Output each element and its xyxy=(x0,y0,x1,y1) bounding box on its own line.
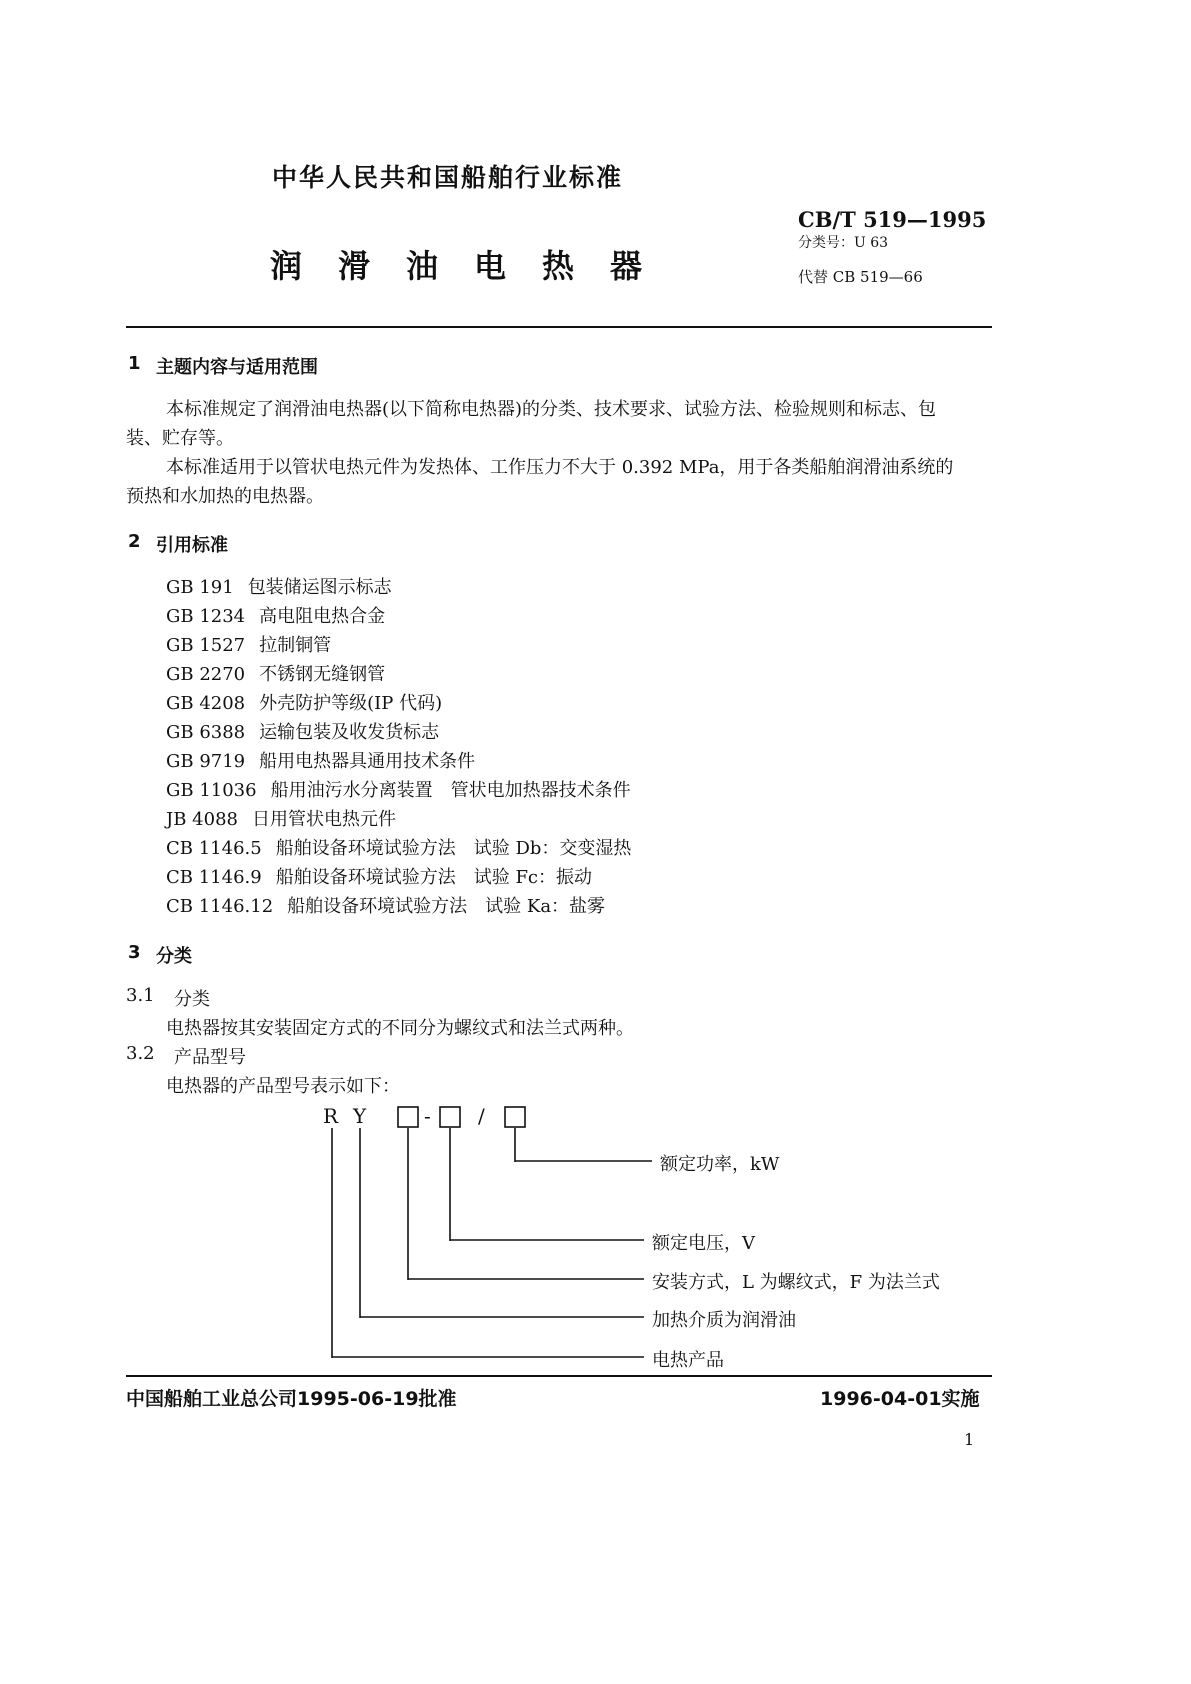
reference-code: CB 1146.12 xyxy=(166,896,274,917)
section-1-paragraph-1-cont: 装、贮存等。 xyxy=(126,428,234,449)
reference-code: GB 2270 xyxy=(166,664,246,685)
reference-code: CB 1146.5 xyxy=(166,838,262,859)
org-title: 中华人民共和国船舶行业标准 xyxy=(272,163,624,192)
standard-name-char: 电 xyxy=(474,247,507,285)
reference-title: 船用电热器具通用技术条件 xyxy=(259,751,476,772)
section-3-1-text: 电热器按其安装固定方式的不同分为螺纹式和法兰式两种。 xyxy=(166,1018,634,1039)
reference-code: GB 11036 xyxy=(166,780,257,801)
model-slash: / xyxy=(478,1104,485,1128)
reference-title: 不锈钢无缝钢管 xyxy=(259,664,386,685)
reference-title: 包装储运图示标志 xyxy=(247,577,392,598)
page-number: 1 xyxy=(964,1430,975,1449)
reference-code: CB 1146.9 xyxy=(166,867,262,888)
reference-code: GB 4208 xyxy=(166,693,246,714)
section-1-paragraph-2: 本标准适用于以管状电热元件为发热体、工作压力不大于 0.392 MPa，用于各类船舶润滑油系统的 xyxy=(166,457,954,478)
label-rated-power: 额定功率，kW xyxy=(660,1154,780,1175)
reference-title: 船舶设备环境试验方法 试验 Db：交变湿热 xyxy=(275,838,632,859)
replaces-standard: 代替 CB 519—66 xyxy=(798,268,923,286)
effective-date: 1996-04-01实施 xyxy=(820,1388,980,1410)
standard-name-char: 油 xyxy=(406,247,439,285)
reference-code: GB 191 xyxy=(166,577,234,598)
footer-divider xyxy=(126,1375,992,1377)
section-2-title: 引用标准 xyxy=(156,535,228,556)
reference-code: JB 4088 xyxy=(166,809,238,830)
blank-box-mount xyxy=(398,1107,418,1127)
reference-title: 船舶设备环境试验方法 试验 Ka：盐雾 xyxy=(287,896,606,917)
label-mount-type: 安装方式，L 为螺纹式，F 为法兰式 xyxy=(652,1272,940,1293)
approval-info: 中国船舶工业总公司1995-06-19批准 xyxy=(126,1388,457,1410)
section-3-title: 分类 xyxy=(156,946,192,967)
standard-name-char: 滑 xyxy=(338,247,371,285)
label-rated-voltage: 额定电压，V xyxy=(652,1233,755,1254)
section-3-2-text: 电热器的产品型号表示如下： xyxy=(166,1076,400,1097)
reference-title: 日用管状电热元件 xyxy=(251,809,396,830)
model-dash: - xyxy=(424,1104,431,1128)
label-heating-medium: 加热介质为润滑油 xyxy=(652,1310,796,1331)
standard-name-char: 润 xyxy=(270,247,303,285)
reference-title: 船舶设备环境试验方法 试验 Fc：振动 xyxy=(275,867,593,888)
section-1-number: 1 xyxy=(128,353,141,374)
model-letter-y: Y xyxy=(353,1104,367,1128)
blank-box-voltage xyxy=(440,1107,460,1127)
reference-code: GB 1234 xyxy=(166,606,246,627)
blank-box-power xyxy=(505,1107,525,1127)
section-3-2-title: 产品型号 xyxy=(174,1047,246,1068)
section-3-number: 3 xyxy=(128,942,141,963)
reference-code: GB 6388 xyxy=(166,722,246,743)
reference-title: 拉制铜管 xyxy=(259,635,332,656)
model-letter-r: R xyxy=(323,1104,339,1128)
reference-title: 船用油污水分离装置 管状电加热器技术条件 xyxy=(270,780,631,801)
section-1-title: 主题内容与适用范围 xyxy=(156,357,318,378)
section-1-paragraph-2-cont: 预热和水加热的电热器。 xyxy=(126,486,324,507)
standard-name-char: 热 xyxy=(542,247,575,285)
section-3-2-number: 3.2 xyxy=(126,1043,155,1064)
reference-title: 运输包装及收发货标志 xyxy=(259,722,440,743)
label-electric-product: 电热产品 xyxy=(652,1350,724,1371)
section-3-1-title: 分类 xyxy=(174,989,210,1010)
reference-title: 外壳防护等级(IP 代码) xyxy=(259,693,443,714)
section-2-number: 2 xyxy=(128,531,141,552)
reference-code: GB 1527 xyxy=(166,635,246,656)
reference-title: 高电阻电热合金 xyxy=(259,606,386,627)
standard-number: CB/T 519—1995 xyxy=(798,207,987,232)
section-3-1-number: 3.1 xyxy=(126,985,155,1006)
classification-code: 分类号：U 63 xyxy=(798,235,889,251)
section-1-paragraph-1: 本标准规定了润滑油电热器(以下简称电热器)的分类、技术要求、试验方法、检验规则和标志、包 xyxy=(166,399,937,420)
standard-name-char: 器 xyxy=(610,247,643,285)
reference-code: GB 9719 xyxy=(166,751,246,772)
